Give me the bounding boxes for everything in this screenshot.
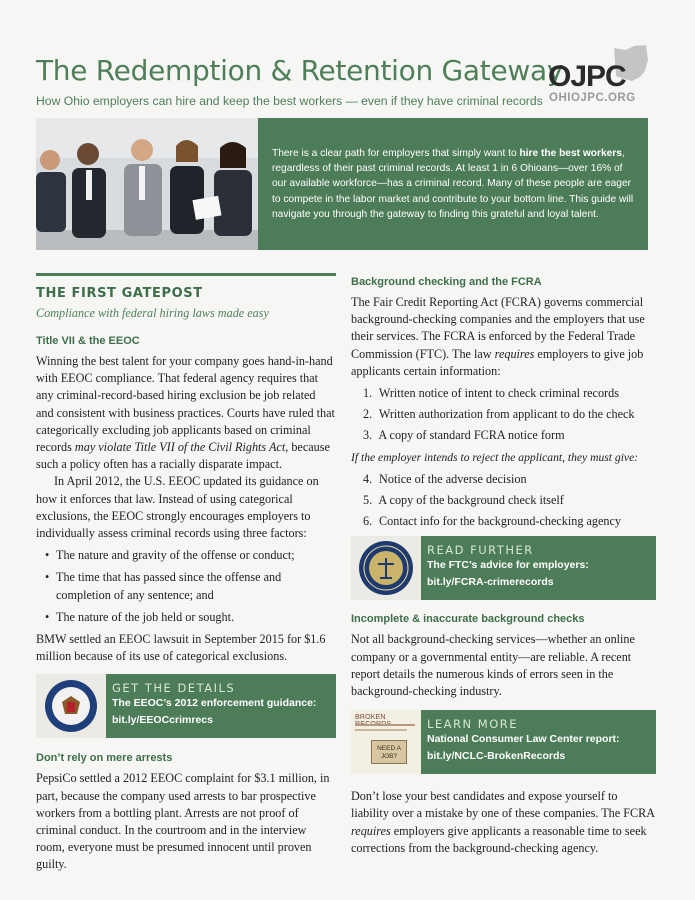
title7-paragraph: Winning the best talent for your company goes hand-in-hand with EEOC compliance. That federal agency requires that any criminal-record-based hiring exclusion be job related and consistent with business practices. Courts have ruled that categorically excluding job applicants based on criminal records may violate Title VII of the Civil Rights Act, because such a policy often has a racially disparate impact. — [36, 354, 335, 472]
factors-list — [36, 547, 336, 626]
list-item: • The nature of the job held or sought. — [36, 609, 336, 626]
fcra-paragraph: The Fair Credit Reporting Act (FCRA) governs commercial background-checking companies and the employers that use their services. The FCRA is enforced by the Federal Trade Commission (FTC). The law requires employers to give job applicants certain information: — [351, 295, 645, 378]
arrests-heading: Don’t rely on mere arrests — [36, 752, 173, 765]
ojpc-logo — [544, 44, 654, 110]
adverse-list — [351, 471, 656, 531]
eeoc-guidance-paragraph: In April 2012, the U.S. EEOC updated its guidance on how it enforces that law. Instead of using categorical exclusions, the EEOC strongly encourages employers to individually assess criminal records using three factors: — [36, 474, 319, 541]
nclc-link[interactable]: bit.ly/NCLC-BrokenRecords — [427, 750, 566, 763]
report-cover-thumbnail — [351, 710, 421, 774]
list-item: 6. Contact info for the background-checking agency — [363, 514, 622, 529]
callout-label: LEARN MORE — [427, 717, 519, 732]
incomplete-paragraph: Not all background-checking services—whether an online company or a governmental entity—are reliable. A recent report details the numerous kinds of errors seen in the background-checking industry. — [351, 632, 635, 699]
arrests-paragraph: PepsiCo settled a 2012 EEOC complaint for $3.1 million, in part, because the company used arrests to bar prospective workers from a bottling plant. Arrests are not proof of criminal conduct. In the courtroom and in the interview room, everyone must be presumed innocent until proven guilty. — [36, 771, 330, 872]
page-subtitle: How Ohio employers can hire and keep the best workers — even if they have criminal records — [36, 94, 543, 108]
report-cover-sign: NEED A JOB? — [371, 740, 407, 764]
list-item: 5. A copy of the background check itself — [363, 493, 564, 508]
nclc-callout[interactable] — [351, 710, 656, 774]
report-cover-title: BROKEN — [355, 714, 386, 722]
section-subheading: Compliance with federal hiring laws made easy — [36, 306, 269, 320]
callout-description: The FTC’s advice for employers: — [427, 559, 589, 572]
list-item: 2. Written authorization from applicant to do the check — [363, 407, 635, 422]
fcra-list — [351, 385, 656, 445]
hero-banner — [36, 118, 648, 250]
final-paragraph: Don’t lose your best candidates and expose yourself to liability over a mistake by one of these companies. The FCRA requires employers give applicants a reasonable time to seek corrections from the background-checking agency. — [351, 789, 655, 855]
bmw-paragraph: BMW settled an EEOC lawsuit in September 2015 for $1.6 million because of its use of categorical exclusions. — [36, 632, 326, 664]
title7-heading: Title VII & the EEOC — [36, 335, 140, 347]
ftc-link[interactable]: bit.ly/FCRA-crimerecords — [427, 576, 554, 589]
list-item: 4. Notice of the adverse decision — [363, 471, 527, 486]
right-column — [351, 276, 656, 857]
left-column — [36, 284, 336, 874]
fcra-heading: Background checking and the FCRA — [351, 276, 542, 288]
callout-description: National Consumer Law Center report: — [427, 733, 620, 746]
list-item: 3. A copy of standard FCRA notice form — [363, 428, 565, 443]
list-item: 1. Written notice of intent to check criminal records — [363, 386, 619, 401]
eeoc-seal-icon — [36, 674, 106, 738]
incomplete-heading: Incomplete & inaccurate background checks — [351, 613, 585, 626]
list-item: • The time that has passed since the offense and completion of any sentence; and — [36, 569, 336, 603]
section-divider — [36, 273, 336, 276]
eeoc-callout[interactable] — [36, 674, 336, 738]
callout-description: The EEOC’s 2012 enforcement guidance: — [112, 697, 317, 710]
section-heading: THE FIRST GATEPOST — [36, 286, 203, 301]
ftc-callout[interactable] — [351, 536, 656, 600]
logo-url: OHIOJPC.ORG — [549, 92, 636, 104]
job-applicants-photo — [36, 118, 258, 250]
page-title: The Redemption & Retention Gateway — [36, 54, 564, 87]
logo-wordmark: OJPC — [548, 60, 626, 93]
eeoc-link[interactable]: bit.ly/EEOCcrimrecs — [112, 714, 213, 727]
callout-label: READ FURTHER — [427, 543, 534, 558]
list-item: • The nature and gravity of the offense or conduct; — [36, 547, 336, 564]
callout-label: GET THE DETAILS — [112, 681, 236, 696]
ftc-seal-icon — [351, 536, 421, 600]
reject-note: If the employer intends to reject the applicant, they must give: — [351, 450, 639, 464]
intro-text: There is a clear path for employers that simply want to hire the best workers, regardless of their past criminal records. At least 1 in 6 Ohioans—over 16% of our available workforce—has a criminal record. Many of these people are eager to compete in the labor market and contribute to your bottom line. This guide will navigate you through the gateway to finding this grateful and loyal talent. — [258, 118, 648, 250]
